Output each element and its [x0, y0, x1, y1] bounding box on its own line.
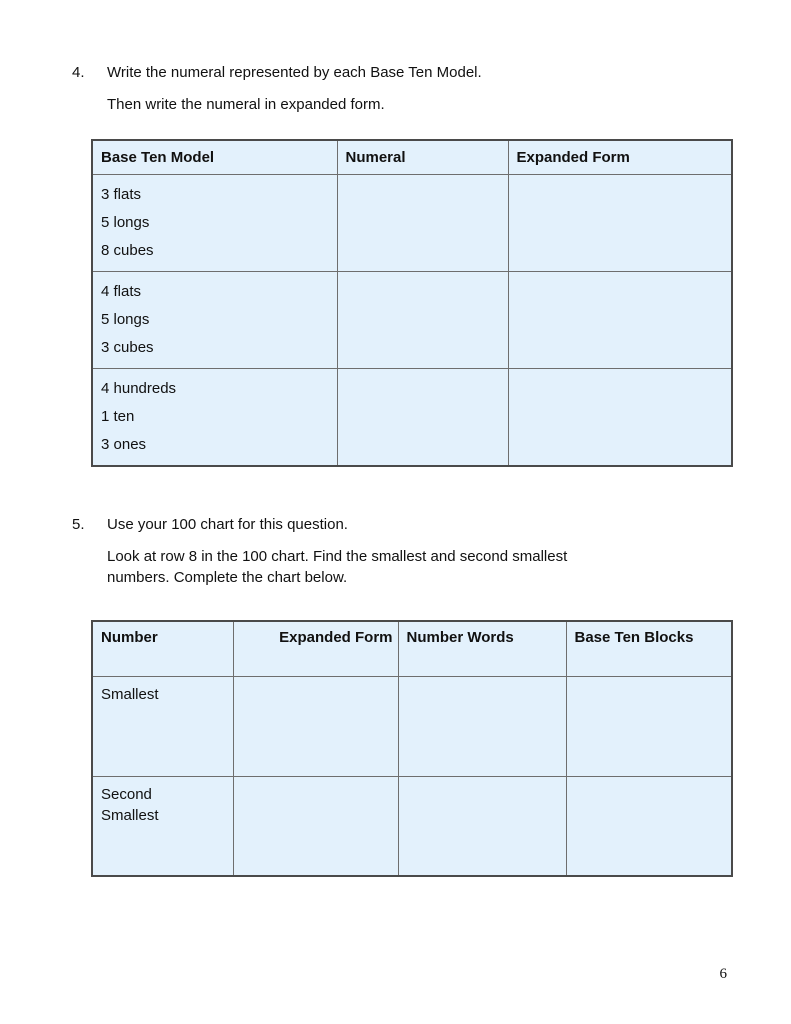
model-cell — [92, 271, 337, 368]
row-label-cell — [92, 776, 233, 876]
expanded-form-answer-cell — [508, 271, 732, 368]
hundred-chart-table — [91, 620, 733, 877]
base-ten-model-table — [91, 139, 733, 467]
row-label-line: Smallest — [101, 685, 159, 703]
numeral-answer-cell — [337, 271, 508, 368]
row-label-cell — [92, 676, 233, 776]
question-5-line2b: numbers. Complete the chart below. — [107, 569, 348, 586]
question-4-line1: Write the numeral represented by each Base Ten Model. — [107, 64, 482, 81]
question-5-line2a: Look at row 8 in the 100 chart. Find the smallest and second smallest — [107, 548, 568, 565]
table-row — [92, 271, 732, 368]
table-row — [92, 368, 732, 466]
header-cell-base-ten-model: Base Ten Model — [92, 140, 337, 174]
model-line: 4 flats — [101, 282, 142, 300]
model-line: 1 ten — [101, 407, 135, 425]
base-ten-blocks-answer-cell — [566, 676, 732, 776]
number-words-answer-cell — [398, 776, 566, 876]
header-cell-expanded-form: Expanded Form — [233, 621, 398, 676]
header-cell-number-words: Number Words — [398, 621, 566, 676]
base-ten-table-header-row — [92, 140, 732, 174]
model-cell — [92, 368, 337, 466]
numeral-answer-cell — [337, 174, 508, 271]
number-words-answer-cell — [398, 676, 566, 776]
model-line: 5 longs — [101, 310, 150, 328]
header-cell-expanded-form: Expanded Form — [508, 140, 732, 174]
row-label-line: Smallest — [101, 806, 159, 824]
model-line: 5 longs — [101, 213, 150, 231]
table-row — [92, 174, 732, 271]
row-label-line: Second — [101, 785, 152, 803]
expanded-form-answer-cell — [508, 174, 732, 271]
model-line: 3 ones — [101, 435, 147, 453]
base-ten-blocks-answer-cell — [566, 776, 732, 876]
table-row — [92, 776, 732, 876]
expanded-form-answer-cell — [233, 776, 398, 876]
question-5-line1: Use your 100 chart for this question. — [107, 516, 348, 533]
expanded-form-answer-cell — [233, 676, 398, 776]
header-cell-number: Number — [92, 621, 233, 676]
header-cell-numeral: Numeral — [337, 140, 508, 174]
question-4-line2: Then write the numeral in expanded form. — [107, 96, 385, 113]
model-line: 8 cubes — [101, 241, 154, 259]
numeral-answer-cell — [337, 368, 508, 466]
expanded-form-answer-cell — [508, 368, 732, 466]
model-line: 4 hundreds — [101, 379, 177, 397]
question-5-number: 5. — [72, 516, 85, 533]
page-number: 6 — [719, 966, 727, 982]
model-line: 3 flats — [101, 185, 142, 203]
question-4-number: 4. — [72, 64, 85, 81]
model-cell — [92, 174, 337, 271]
model-line: 3 cubes — [101, 338, 154, 356]
header-cell-base-ten-blocks: Base Ten Blocks — [566, 621, 732, 676]
table-row — [92, 676, 732, 776]
question-5-paragraph — [107, 546, 697, 588]
hundred-chart-header-row — [92, 621, 732, 676]
